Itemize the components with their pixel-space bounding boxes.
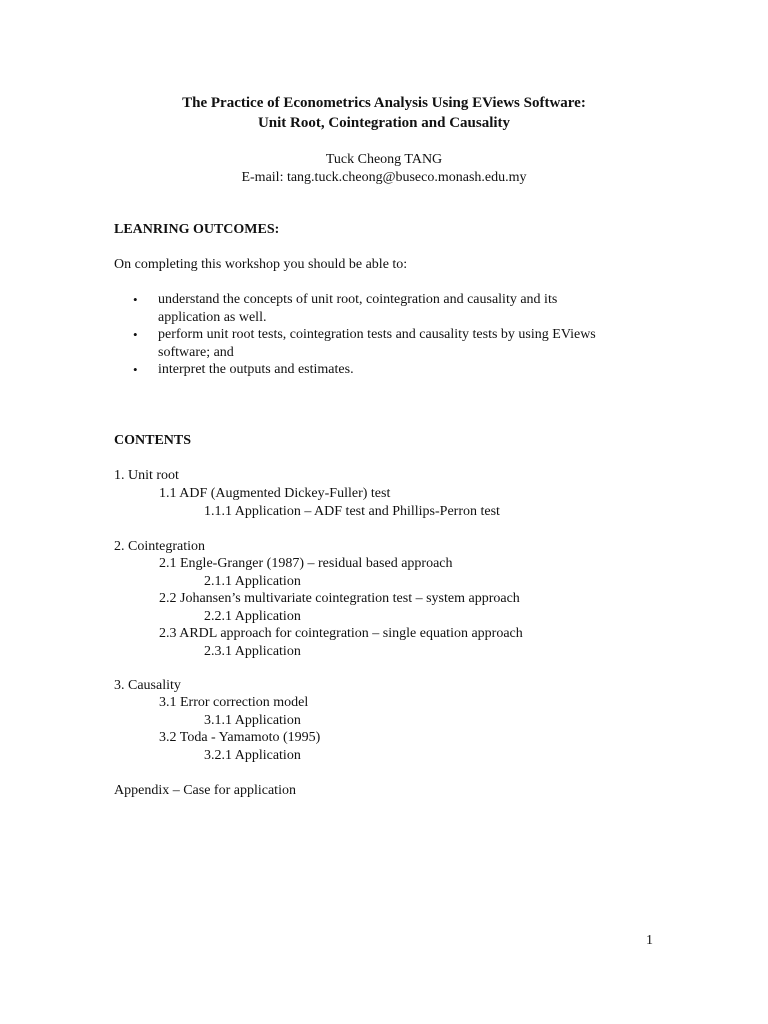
title-line-2: Unit Root, Cointegration and Causality: [257, 115, 511, 131]
intro-text: On completing this workshop you should be able to:: [114, 257, 408, 272]
toc-entry: Appendix – Case for application: [114, 783, 296, 798]
list-item-line: software; and: [158, 344, 234, 360]
list-item: [114, 361, 634, 379]
bullet-icon: •: [133, 327, 138, 342]
toc-entry: 3.2 Toda - Yamamoto (1995): [159, 730, 321, 745]
list-item: [114, 326, 634, 361]
list-item-line: interpret the outputs and estimates.: [158, 362, 354, 377]
toc-entry: 3.2.1 Application: [204, 748, 301, 763]
outcomes-list: [114, 291, 634, 379]
page-number: 1: [646, 933, 653, 948]
list-item-line: perform unit root tests, cointegration tests and causality tests by using EViews: [158, 327, 596, 342]
toc-entry: 1.1.1 Application – ADF test and Phillips-Perron test: [204, 504, 500, 519]
toc-entry: 2.2 Johansen’s multivariate cointegration test – system approach: [159, 591, 520, 606]
contents-heading: CONTENTS: [114, 433, 192, 448]
learning-outcomes-heading: LEANRING OUTCOMES:: [114, 222, 280, 237]
toc-entry: 2.1.1 Application: [204, 574, 301, 589]
toc-entry: 2.1 Engle-Granger (1987) – residual based approach: [159, 556, 453, 571]
toc-entry: 2. Cointegration: [114, 539, 205, 554]
bullet-icon: •: [133, 362, 138, 377]
toc-entry: 1. Unit root: [114, 468, 179, 483]
author-email: E-mail: tang.tuck.cheong@buseco.monash.edu.my: [241, 170, 527, 185]
list-item-line: application as well.: [158, 309, 267, 325]
toc-entry: 1.1 ADF (Augmented Dickey-Fuller) test: [159, 486, 391, 501]
toc-entry: 2.3.1 Application: [204, 644, 301, 659]
list-item: [114, 291, 634, 326]
toc-entry: 2.3 ARDL approach for cointegration – single equation approach: [159, 626, 523, 641]
toc-entry: 2.2.1 Application: [204, 609, 301, 624]
toc-entry: 3.1.1 Application: [204, 713, 301, 728]
title-line-1: The Practice of Econometrics Analysis Using EViews Software:: [182, 95, 586, 111]
bullet-icon: •: [133, 292, 138, 307]
toc-entry: 3.1 Error correction model: [159, 695, 309, 710]
toc-entry: 3. Causality: [114, 678, 181, 693]
list-item-line: understand the concepts of unit root, cointegration and causality and its: [158, 292, 558, 307]
author-name: Tuck Cheong TANG: [325, 152, 443, 167]
